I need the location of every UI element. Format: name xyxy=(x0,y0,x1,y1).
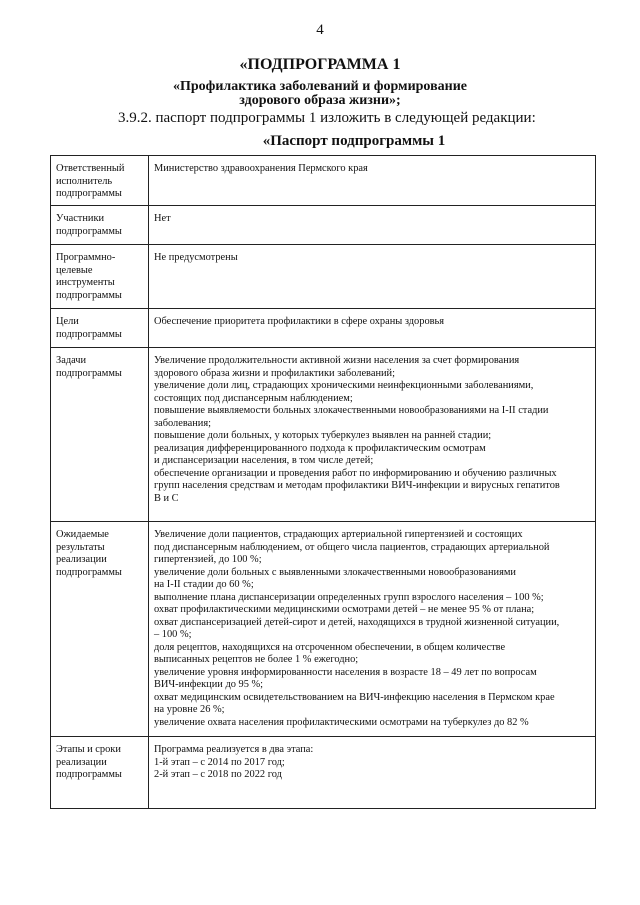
value-line: – 100 %; xyxy=(154,629,192,640)
table-row xyxy=(51,309,596,348)
table-row xyxy=(51,245,596,309)
value-line: Не предусмотрены xyxy=(154,252,238,263)
value-line: выписанных рецептов не более 1 % ежегодно; xyxy=(154,654,359,665)
value-line: увеличение охвата населения профилактическими осмотрами на туберкулез до 82 % xyxy=(154,716,529,728)
label-line: результаты xyxy=(56,541,105,553)
label-line: подпрограммы xyxy=(56,225,122,237)
value-line: Увеличение доли пациентов, страдающих артериальной гипертензией и состоящих xyxy=(154,529,523,540)
label-line: подпрограммы xyxy=(56,566,122,578)
row-label-cell xyxy=(51,737,149,809)
label-line: реализации xyxy=(56,756,107,768)
table-row xyxy=(51,522,596,737)
value-line: 2-й этап – с 2018 по 2022 год xyxy=(154,769,282,780)
value-line: повышение выявляемости больных злокачественными новообразованиями на I-II стадии xyxy=(154,405,549,416)
value-line: В и С xyxy=(154,492,179,504)
program-subtitle-line: здорового образа жизни»; xyxy=(239,93,401,108)
value-line: 1-й этап – с 2014 по 2017 год; xyxy=(154,756,285,768)
intro-paragraph: 3.9.2. паспорт подпрограммы 1 изложить в следующей редакции: xyxy=(118,110,536,126)
row-value-cell xyxy=(149,245,596,309)
value-line: групп населения средствам и методам профилактики ВИЧ-инфекции и вирусных гепатитов xyxy=(154,480,560,491)
value-line: доля рецептов, находящихся на отсроченном обеспечении, в общем количестве xyxy=(154,641,506,653)
label-line: Задачи xyxy=(56,355,87,366)
row-label-cell xyxy=(51,245,149,309)
label-line: Участники xyxy=(56,213,105,224)
label-line: исполнитель xyxy=(56,175,113,187)
value-line: здорового образа жизни и профилактики заболеваний; xyxy=(154,367,396,379)
table-row xyxy=(51,156,596,206)
label-line: инструменты xyxy=(56,277,115,288)
value-line: Программа реализуется в два этапа: xyxy=(154,744,314,755)
value-line: обеспечение организации и проведения работ по информированию и обучению различных xyxy=(154,467,557,479)
row-label-cell xyxy=(51,309,149,348)
value-line: Нет xyxy=(154,213,171,224)
program-heading: «ПОДПРОГРАММА 1 xyxy=(239,56,401,73)
value-line: на уровне 26 %; xyxy=(154,704,225,715)
value-line: ВИЧ-инфекции до 95 %; xyxy=(154,679,264,690)
row-value-cell xyxy=(149,156,596,206)
value-line: заболевания; xyxy=(154,417,212,429)
value-line: повышение доли больных, у которых туберкулез выявлен на ранней стадии; xyxy=(154,430,492,441)
label-line: Ответственный xyxy=(56,163,125,174)
row-label-cell xyxy=(51,206,149,245)
value-line: увеличение доли больных с выявленными злокачественными новообразованиями xyxy=(154,566,516,578)
value-line: выполнение плана диспансеризации определенных групп взрослого населения – 100 %; xyxy=(154,591,544,603)
table-row xyxy=(51,348,596,522)
table-row xyxy=(51,737,596,809)
table-row xyxy=(51,206,596,245)
page-number: 4 xyxy=(316,22,324,38)
passport-title: «Паспорт подпрограммы 1 xyxy=(262,133,446,149)
label-line: целевые xyxy=(56,264,93,276)
program-subtitle-line: «Профилактика заболеваний и формирование xyxy=(172,79,467,94)
row-value-cell xyxy=(149,309,596,348)
value-line: охват медицинским освидетельствованием на ВИЧ-инфекцию населения в Пермском крае xyxy=(154,691,555,703)
label-line: подпрограммы xyxy=(56,188,122,199)
value-line: охват профилактическими медицинскими осмотрами детей – не менее 95 % от плана; xyxy=(154,604,535,615)
label-line: Программно- xyxy=(56,252,116,263)
value-line: увеличение доли лиц, страдающих хроническими неинфекционными заболеваниями, xyxy=(154,380,534,391)
value-line: и диспансеризации населения, в том числе детей; xyxy=(154,455,374,466)
label-line: подпрограммы xyxy=(56,289,122,301)
value-line: на I-II стадии до 60 %; xyxy=(154,579,254,590)
label-line: реализации xyxy=(56,554,107,565)
value-line: Обеспечение приоритета профилактики в сфере охраны здоровья xyxy=(154,316,445,327)
label-line: подпрограммы xyxy=(56,769,122,780)
program-subtitle xyxy=(0,80,640,108)
row-label-cell xyxy=(51,156,149,206)
row-label-cell xyxy=(51,348,149,522)
row-value-cell xyxy=(149,206,596,245)
label-line: Этапы и сроки xyxy=(56,744,121,755)
row-value-cell xyxy=(149,348,596,522)
value-line: реализация дифференцированного подхода к профилактическим осмотрам xyxy=(154,442,486,454)
value-line: состоящих под диспансерным наблюдением; xyxy=(154,392,353,404)
value-line: Министерство здравоохранения Пермского края xyxy=(154,163,368,174)
row-value-cell xyxy=(149,737,596,809)
label-line: подпрограммы xyxy=(56,328,122,340)
row-label-cell xyxy=(51,522,149,737)
label-line: Цели xyxy=(56,316,79,327)
label-line: Ожидаемые xyxy=(56,529,109,540)
passport-table xyxy=(50,155,596,809)
label-line: подпрограммы xyxy=(56,367,122,379)
value-line: увеличение уровня информированности населения в возрасте 18 – 49 лет по вопросам xyxy=(154,666,537,678)
value-line: под диспансерным наблюдением, от общего числа пациентов, страдающих артериальной xyxy=(154,541,550,553)
value-line: охват диспансеризацией детей-сирот и детей, находящихся в трудной жизненной ситуации, xyxy=(154,616,560,628)
value-line: гипертензией, до 100 %; xyxy=(154,554,262,565)
row-value-cell xyxy=(149,522,596,737)
value-line: Увеличение продолжительности активной жизни населения за счет формирования xyxy=(154,355,520,366)
